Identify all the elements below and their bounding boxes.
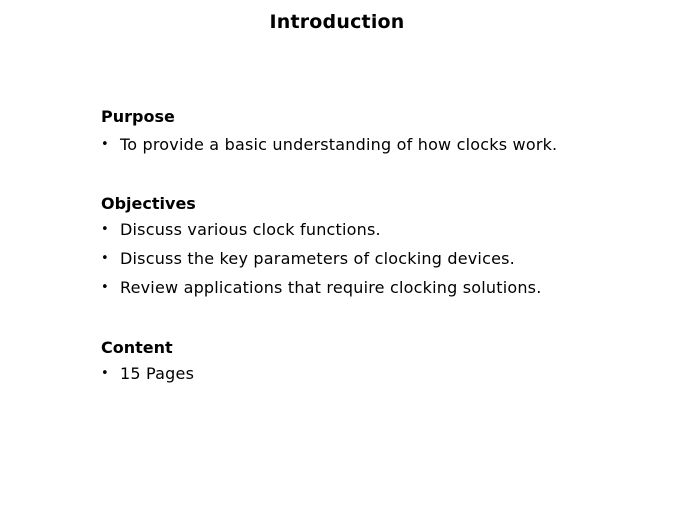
list-item: • Review applications that require clocking solutions. <box>101 273 542 302</box>
section-objectives <box>101 193 542 302</box>
bullet-icon: • <box>101 222 109 237</box>
section-heading: Objectives <box>101 194 196 213</box>
bullet-icon: • <box>101 280 109 295</box>
section-content <box>101 337 194 388</box>
list-item: • To provide a basic understanding of how clocks work. <box>101 130 557 159</box>
section-heading: Content <box>101 338 173 357</box>
section-heading: Purpose <box>101 107 175 126</box>
bullet-icon: • <box>101 137 109 152</box>
bullet-icon: • <box>101 366 109 381</box>
list-item: • 15 Pages <box>101 359 194 388</box>
bullet-icon: • <box>101 251 109 266</box>
list-item: • Discuss various clock functions. <box>101 215 542 244</box>
list-item: • Discuss the key parameters of clocking devices. <box>101 244 542 273</box>
section-purpose <box>101 106 557 159</box>
page-title: Introduction <box>269 11 405 33</box>
